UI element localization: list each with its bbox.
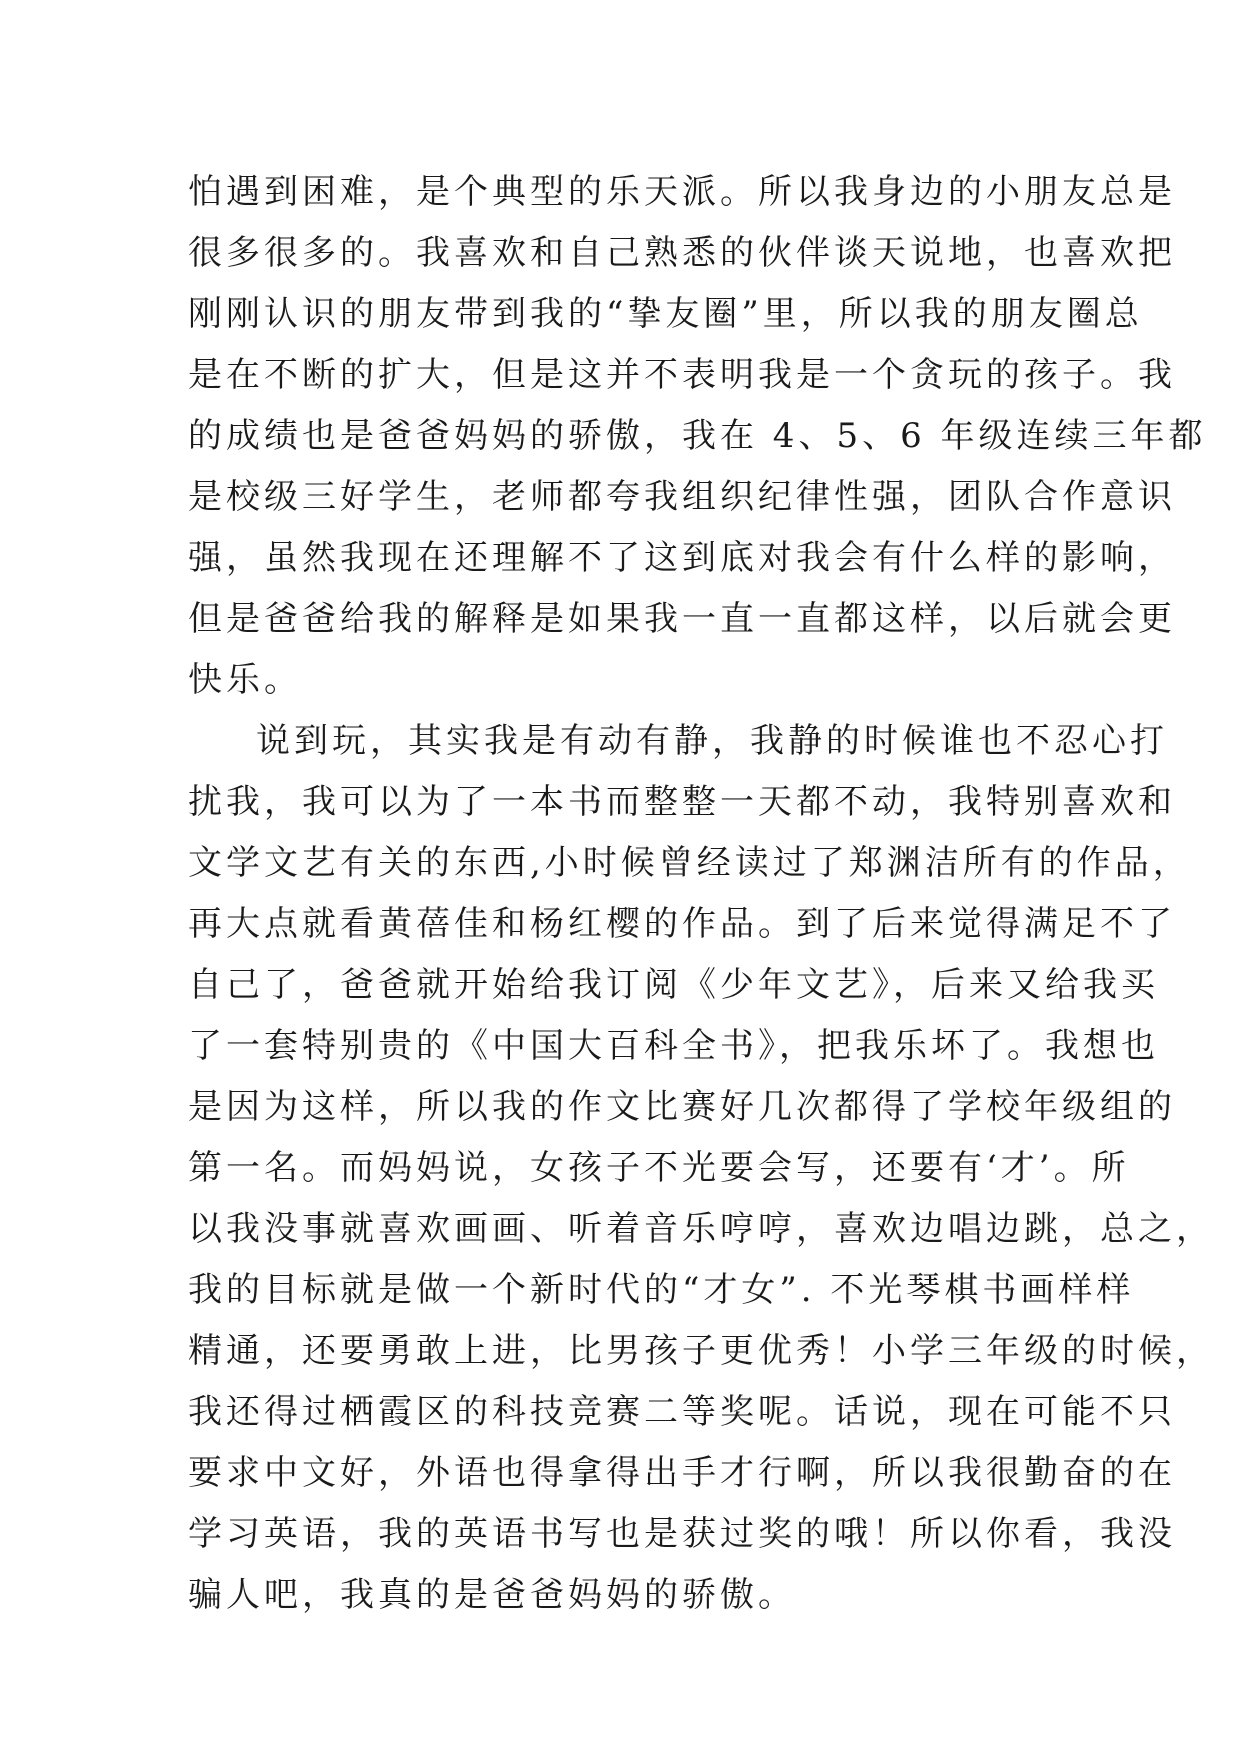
paragraph-line: 说到玩，其实我是有动有静，我静的时候谁也不忍心打	[256, 721, 1168, 761]
paragraph-2	[188, 711, 1214, 1626]
paragraph-line: 第一名。而妈妈说，女孩子不光要会写，还要有‘才’。所	[188, 1148, 1130, 1188]
paragraph-line: 快乐。	[188, 660, 302, 700]
paragraph-line: 是因为这样，所以我的作文比赛好几次都得了学校年级组的	[188, 1087, 1176, 1127]
paragraph-line: 刚刚认识的朋友带到我的“挚友圈”里，所以我的朋友圈总	[188, 294, 1143, 334]
paragraph-line: 是在不断的扩大，但是这并不表明我是一个贪玩的孩子。我	[188, 355, 1176, 395]
paragraph-line: 怕遇到困难，是个典型的乐天派。所以我身边的小朋友总是	[188, 172, 1176, 212]
paragraph-line: 自己了，爸爸就开始给我订阅《少年文艺》，后来又给我买	[188, 965, 1159, 1005]
paragraph-line: 要求中文好，外语也得拿得出手才行啊，所以我很勤奋的在	[188, 1453, 1176, 1493]
paragraph-line: 是校级三好学生，老师都夸我组织纪律性强，团队合作意识	[188, 477, 1176, 517]
paragraph-line: 我还得过栖霞区的科技竞赛二等奖呢。话说，现在可能不只	[188, 1392, 1176, 1432]
paragraph-line: 骗人吧，我真的是爸爸妈妈的骄傲。	[188, 1575, 796, 1615]
paragraph-line: 文学文艺有关的东西,小时候曾经读过了郑渊洁所有的作品，	[188, 843, 1191, 883]
paragraph-line: 我的目标就是做一个新时代的“才女”. 不光琴棋书画样样	[188, 1270, 1135, 1310]
paragraph-line: 以我没事就喜欢画画、听着音乐哼哼，喜欢边唱边跳，总之，	[188, 1209, 1214, 1249]
paragraph-line: 了一套特别贵的《中国大百科全书》，把我乐坏了。我想也	[188, 1026, 1159, 1066]
paragraph-line: 强，虽然我现在还理解不了这到底对我会有什么样的影响，	[188, 538, 1176, 578]
paragraph-line: 再大点就看黄蓓佳和杨红樱的作品。到了后来觉得满足不了	[188, 904, 1176, 944]
paragraph-line: 但是爸爸给我的解释是如果我一直一直都这样，以后就会更	[188, 599, 1176, 639]
paragraph-line: 学习英语，我的英语书写也是获过奖的哦！所以你看，我没	[188, 1514, 1176, 1554]
paragraph-line: 的成绩也是爸爸妈妈的骄傲，我在 4、5、6 年级连续三年都	[188, 416, 1207, 456]
paragraph-1	[188, 162, 1207, 711]
paragraph-line: 很多很多的。我喜欢和自己熟悉的伙伴谈天说地，也喜欢把	[188, 233, 1176, 273]
paragraph-line: 精通，还要勇敢上进，比男孩子更优秀！小学三年级的时候，	[188, 1331, 1214, 1371]
paragraph-line: 扰我，我可以为了一本书而整整一天都不动，我特别喜欢和	[188, 782, 1176, 822]
body-text	[188, 162, 1214, 1626]
